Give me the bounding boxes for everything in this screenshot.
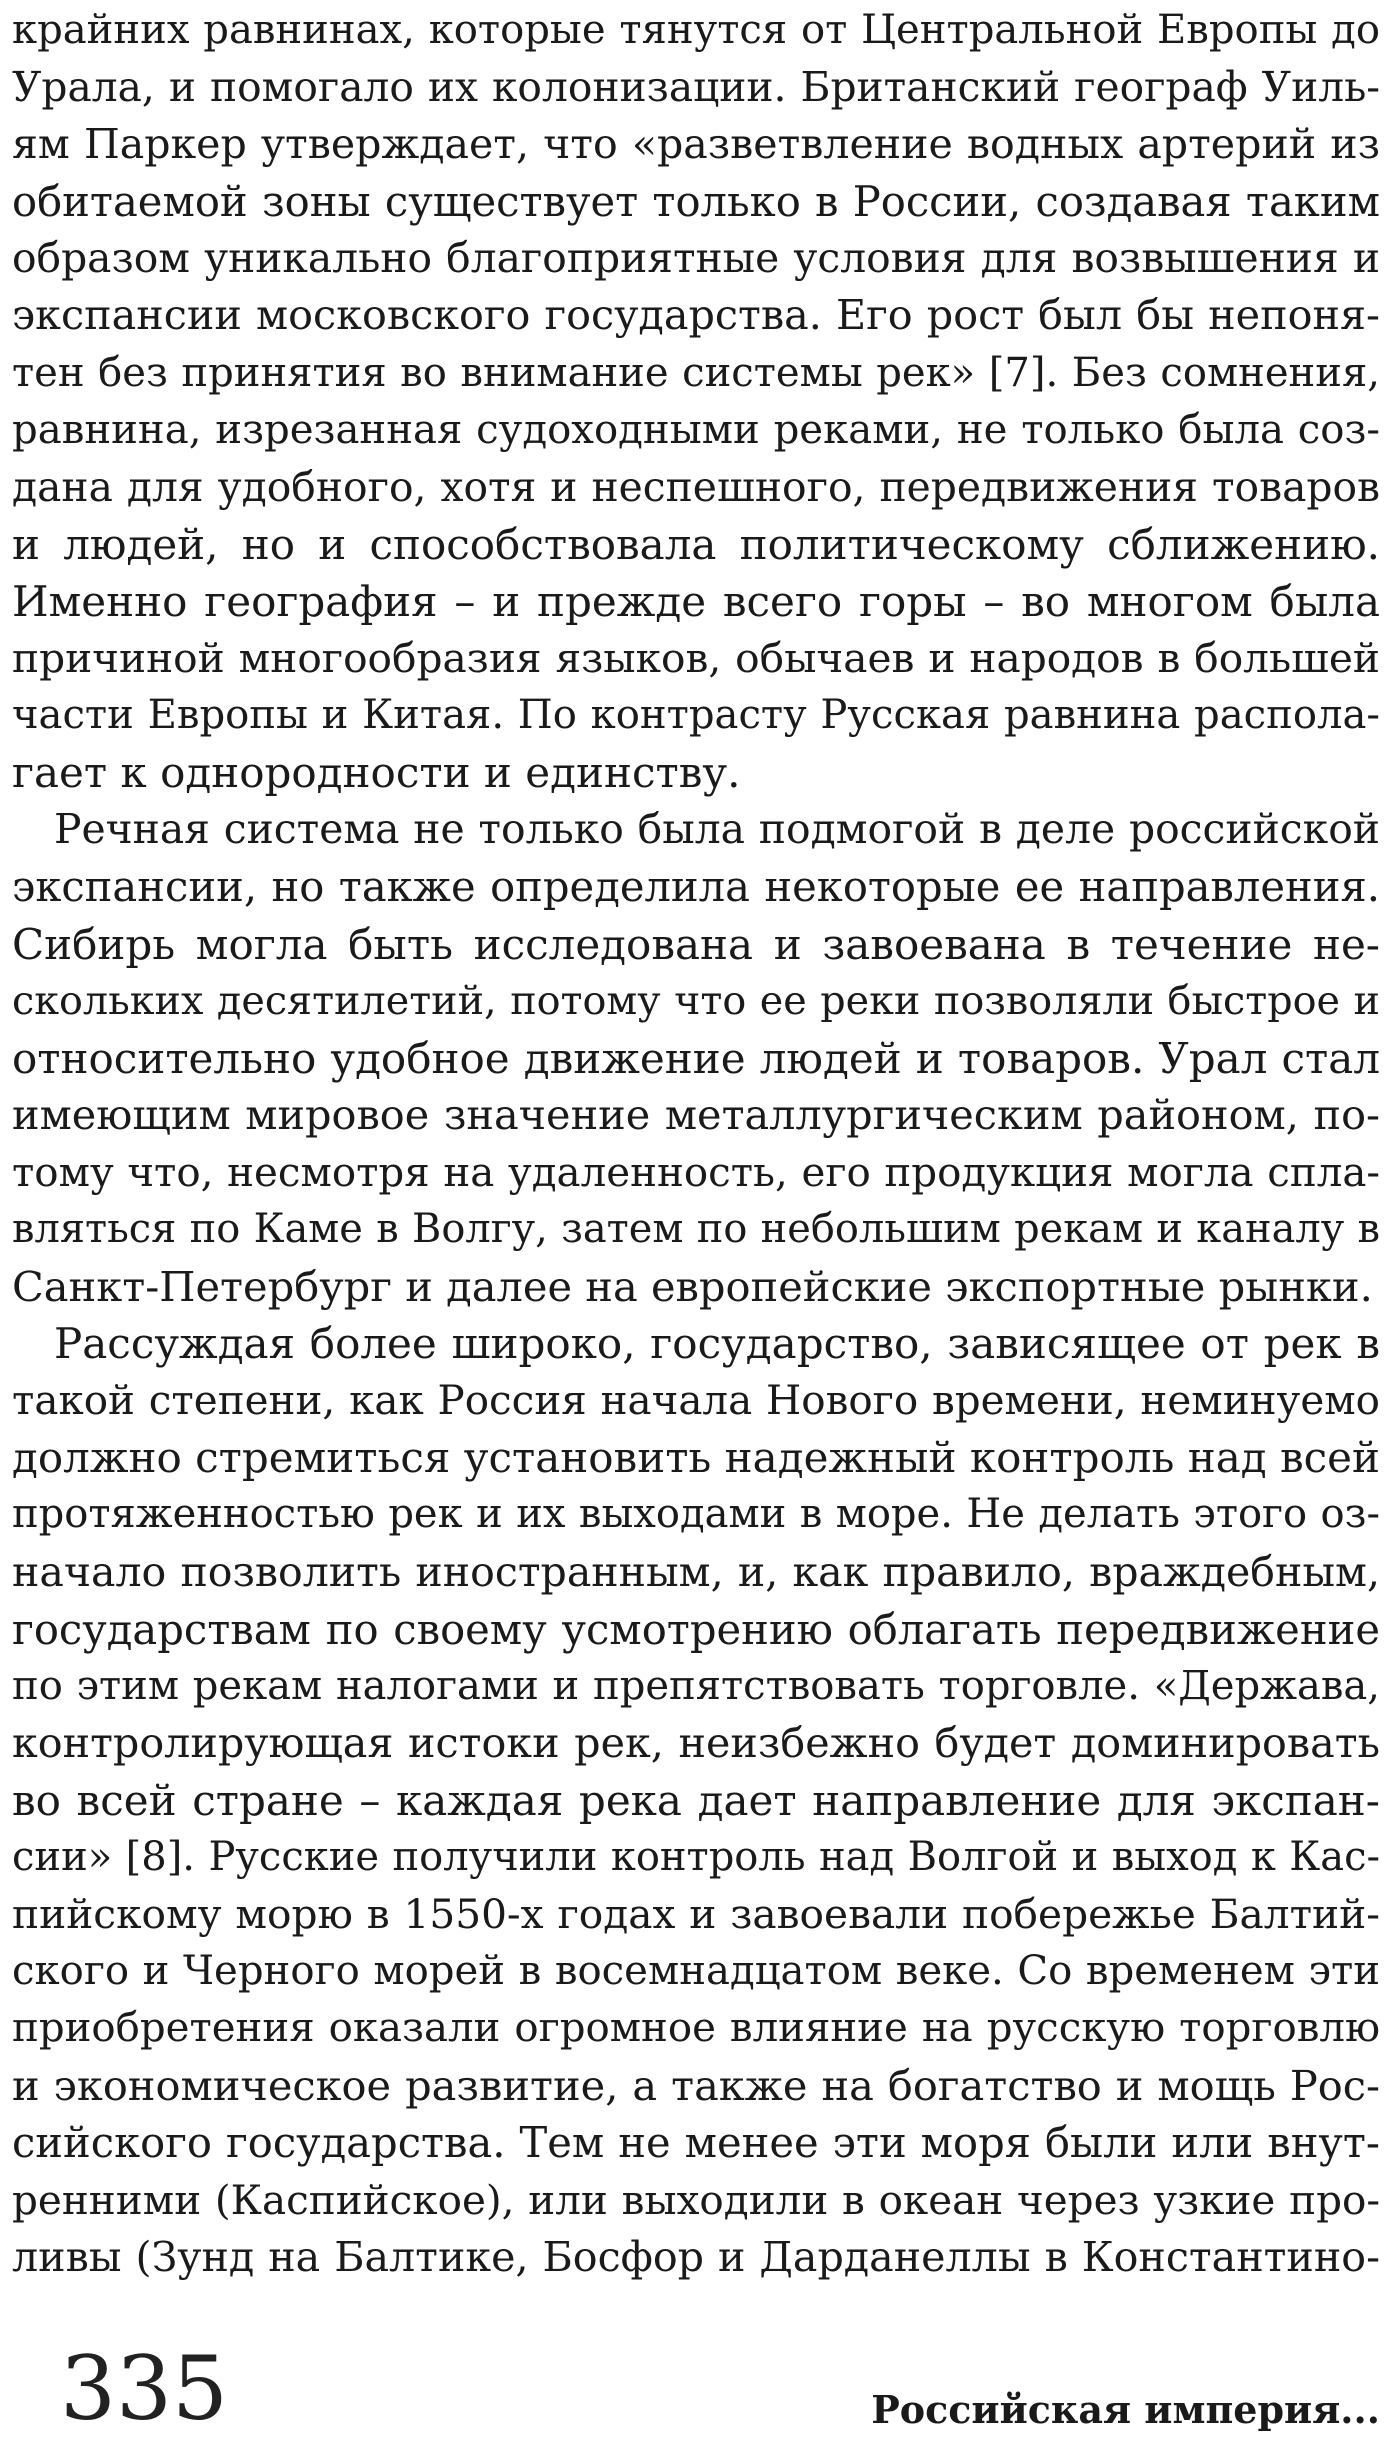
text-line: Урала, и помогало их колонизации. Британский географ Уиль- (12, 63, 1380, 112)
text-line: части Европы и Китая. По контрасту Русская равнина распола- (12, 692, 1380, 739)
text-line: Речная система не только была подмогой в деле российской (54, 805, 1380, 854)
text-line: Санкт-Петербург и далее на европейские экспортные рынки. (12, 1262, 1373, 1312)
text-line: ливы (Зунд на Балтике, Босфор и Дарданеллы в Константино- (12, 2232, 1380, 2281)
text-line: крайних равнинах, которые тянутся от Центральной Европы до (12, 7, 1380, 53)
text-line: тому что, несмотря на удаленность, его продукция могла спла- (12, 1148, 1380, 1196)
text-line: равнина, изрезанная судоходными реками, не только была соз- (12, 406, 1380, 453)
text-line: государствам по своему усмотрению облагать передвижение (12, 1604, 1380, 1654)
text-line: причиной многообразия языков, обычаев и народов в большей (12, 634, 1380, 683)
page-footer (60, 2325, 1380, 2440)
text-line: дана для удобного, хотя и неспешного, передвижения товаров (12, 462, 1380, 511)
text-line: вляться по Каме в Волгу, затем по небольшим рекам и каналу в (12, 1205, 1380, 1252)
text-line: сии» [8]. Русские получили контроль над Волгой и выход к Кас- (12, 1834, 1380, 1880)
text-line: во всей стране – каждая река дает направление для экспан- (12, 1775, 1380, 1825)
text-line: гает к однородности и единству. (12, 748, 741, 798)
text-line: Сибирь могла быть исследована и завоевана в течение не- (12, 919, 1380, 969)
paragraph (12, 1315, 1380, 2286)
text-line: Рассуждая более широко, государство, зависящее от рек в (54, 1319, 1380, 1369)
text-line: и экономическое развитие, а также на богатство и мощь Рос- (12, 2061, 1380, 2111)
text-line: скольких десятилетий, потому что ее реки позволяли быстрое и (12, 977, 1380, 1024)
text-line: образом уникально благоприятные условия для возвышения и (12, 234, 1380, 283)
text-line: такой степени, как Россия начала Нового времени, неминуемо (12, 1376, 1380, 1425)
text-line: по этим рекам налогами и препятствовать торговле. «Держава, (12, 1662, 1380, 1709)
text-line: сийского государства. Тем не менее эти моря были или внут- (12, 2118, 1380, 2168)
text-line: обитаемой зоны существует только в России, создавая таким (12, 177, 1380, 227)
page-number: 335 (60, 2337, 228, 2440)
text-line: ского и Черного морей в восемнадцатом веке. Со временем эти (12, 1948, 1380, 1995)
text-line: начало позволить иностранным, и, как правило, враждебным, (12, 1547, 1380, 1596)
text-line: имеющим мировое значение металлургическим районом, по- (12, 1090, 1380, 1139)
text-line: и людей, но и способствовала политическому сближению. (12, 519, 1380, 569)
text-line: экспансии московского государства. Его рост был бы непоня- (12, 291, 1380, 340)
text-line: экспансии, но также определила некоторые ее направления. (12, 862, 1380, 912)
text-line: ренними (Каспийское), или выходили в океан через узкие про- (12, 2175, 1380, 2224)
text-line: приобретения оказали огромное влияние на русскую торговлю (12, 2005, 1380, 2052)
text-line: протяженностью рек и их выходами в море. Не делать этого оз- (12, 1491, 1380, 1538)
text-line: должно стремиться установить надежный контроль над всей (12, 1433, 1380, 1483)
text-line: тен без принятия во внимание системы рек» [7]. Без сомнения, (12, 349, 1380, 396)
running-title: Российская империя... (871, 2387, 1380, 2432)
paragraph (12, 2, 1380, 801)
paragraph (12, 801, 1380, 1315)
text-line: контролирующая истоки рек, неизбежно будет доминировать (12, 1718, 1380, 1767)
text-line: пийскому морю в 1550-х годах и завоевали побережье Балтий- (12, 1890, 1380, 1939)
text-line: Именно география – и прежде всего горы – во многом была (12, 576, 1380, 626)
body-text (12, 2, 1380, 2286)
text-line: относительно удобное движение людей и товаров. Урал стал (12, 1033, 1380, 1083)
text-line: ям Паркер утверждает, что «разветвление водных артерий из (12, 120, 1380, 169)
